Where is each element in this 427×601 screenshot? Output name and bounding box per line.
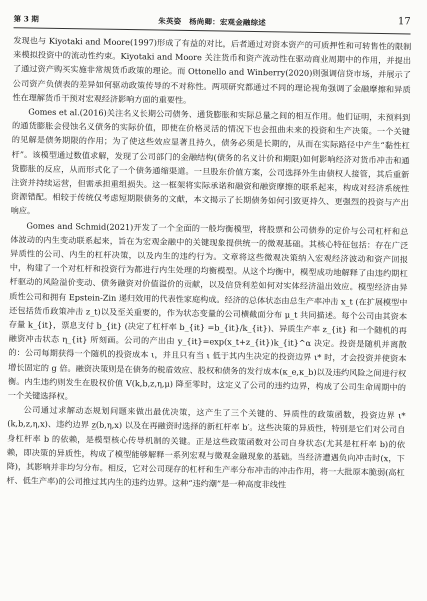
- paragraph-continued: 发现也与 Kiyotaki and Moore(1997)形成了有益的对比，后者通过对资本资产的可质押性和可转售性的限制来模拟投资中的流动性约束。Kiyotaki and Moore 关注货币和资产流动性在驱动商业周期中的作用，并提出了通过资产购买实施非常规货币政策的理论。而 Ottonello and Winberry(2020)则强调信贷市场，并展示了公司资产负债表的差异如何驱动政策传导的不对称性。两项研究都通过不同的理论视角强调了金融摩擦和异质性在理解货币干预对宏观经济影响方面的重要性。: [12, 35, 412, 105]
- running-header: [14, 7, 411, 34]
- page-number: 17: [397, 16, 411, 28]
- issue-number: 第 3 期: [13, 14, 39, 24]
- paragraph-gomes-2016: Gomes et al.(2016)关注名义长期公司债务、通货膨胀和实际总量之间的相互作用。他们证明，未预料到的通货膨胀会侵蚀名义债务的实际价值，即使在价格灵活的情况下也会扭曲未来的投资和生产决策。一个关键的见解是债务期限的作用；为了使这些效应显著且持久，债务必须是长期的，从而在实际路径中产生“黏性杠杆”。该模型通过数值求解，发现了公司部门的金融结构(债务的名义计价和期限)如何影响经济对货币冲击和通货膨胀的反应，从而形式化了一个债务通缩渠道。一旦股东价值方案，公司选择外生由债权人接管，其后重新注资并持续运营，但需承担重组损失。这一框架将实际承诺和融资和融资摩擦的联系起来，构成对经济系统性资源错配。相较于传统仅考虑短期限债务的文献，本文揭示了长期债务如何引致更持久、更强烈的投资与产出响应。: [10, 106, 411, 217]
- paragraph-gomes-schmid-2021: Gomes and Schmid(2021)开发了一个全面的一般均衡模型，将股票和公司债券的定价与公司杠杆和总体波动的内生变动联系起来，旨在为宏观金融中的关键现象提供统一的微观基础。其核心特征包括：存在广泛异质性的公司、内生的杠杆决策，以及内生的违约行为。文章将这些微观决策纳入宏观经济波动和资产回报中，构建了一个对杠杆和投资行为都进行内生处理的均衡模型。从这个均衡中，模型成功地解释了由违约期杠杆驱动的风险溢价变动、债务融资对价值溢价的贡献，以及信贷利差如何对实体经济溢出效应。模型经济由异质性公司和拥有 Epstein-Zin 递归效用的代表性家庭构成。经济的总体状态由总生产率冲击 x_t (在扩展模型中还包括货币政策冲击 z_t)以及至关重要的，作为状态变量的公司横截面分布 μ_t 共同描述。每个公司由其资本存量 k_{it}，票息支付 b_{it} (决定了杠杆率 b_{it} =b_{it}/k_{it})、异质生产率 z_{it} 和一个随机的再融资冲击状态 η_{it} 所刻画。公司的产出由 y_{it}=exp(x_t+z_{it})k_{it}^α 决定。投资是随机并离散的：公司每期获得一个随机的投资成本 ι，并且只有当 ι 低于其内生决定的投资边界 ι* 时，才会投资并使资本增长固定的 g 倍。融资决策则是在债务的税盾效应、股权和债务的发行成本(κ_e,κ_b)以及违约风险之间进行权衡。内生违约则发生在股权价值 V(k,b,z,η,μ) 降至零时，这定义了公司的违约边界，构成了公司生命周期中的一个关键选择权。: [7, 220, 409, 402]
- running-title: 朱英姿 杨尚卿：宏观金融综述: [158, 16, 267, 28]
- paragraph-policy-functions: 公司通过求解动态规划问题来做出最优决策，这产生了三个关键的、异质性的政策函数，投资边界 ι*(k,b,z,η,x)、违约边界 z̲(b,η,x) 以及在再融资时选择的新杠杆率 b′。这些决策的异质性，特别是它们对公司自身杠杆率 b 的依赖，是模型核心传导机制的关键。正是这些政策函数对公司自身状态(尤其是杠杆率 b)的依赖，即决策的异质性，构成了模型能够解释一系列宏观与微观金融现象的基础。当经济遭遇负向冲击时(x，下降)，其影响并非均匀分布。相反，它对公司现存的杠杆和生产率分布冲击的冲击作用，将一大批原本脆弱(高杠杆、低生产率)的公司推过其内生的违约边界。这种“违约潮”是一种高度非线性: [6, 404, 406, 490]
- body-text: [6, 33, 411, 494]
